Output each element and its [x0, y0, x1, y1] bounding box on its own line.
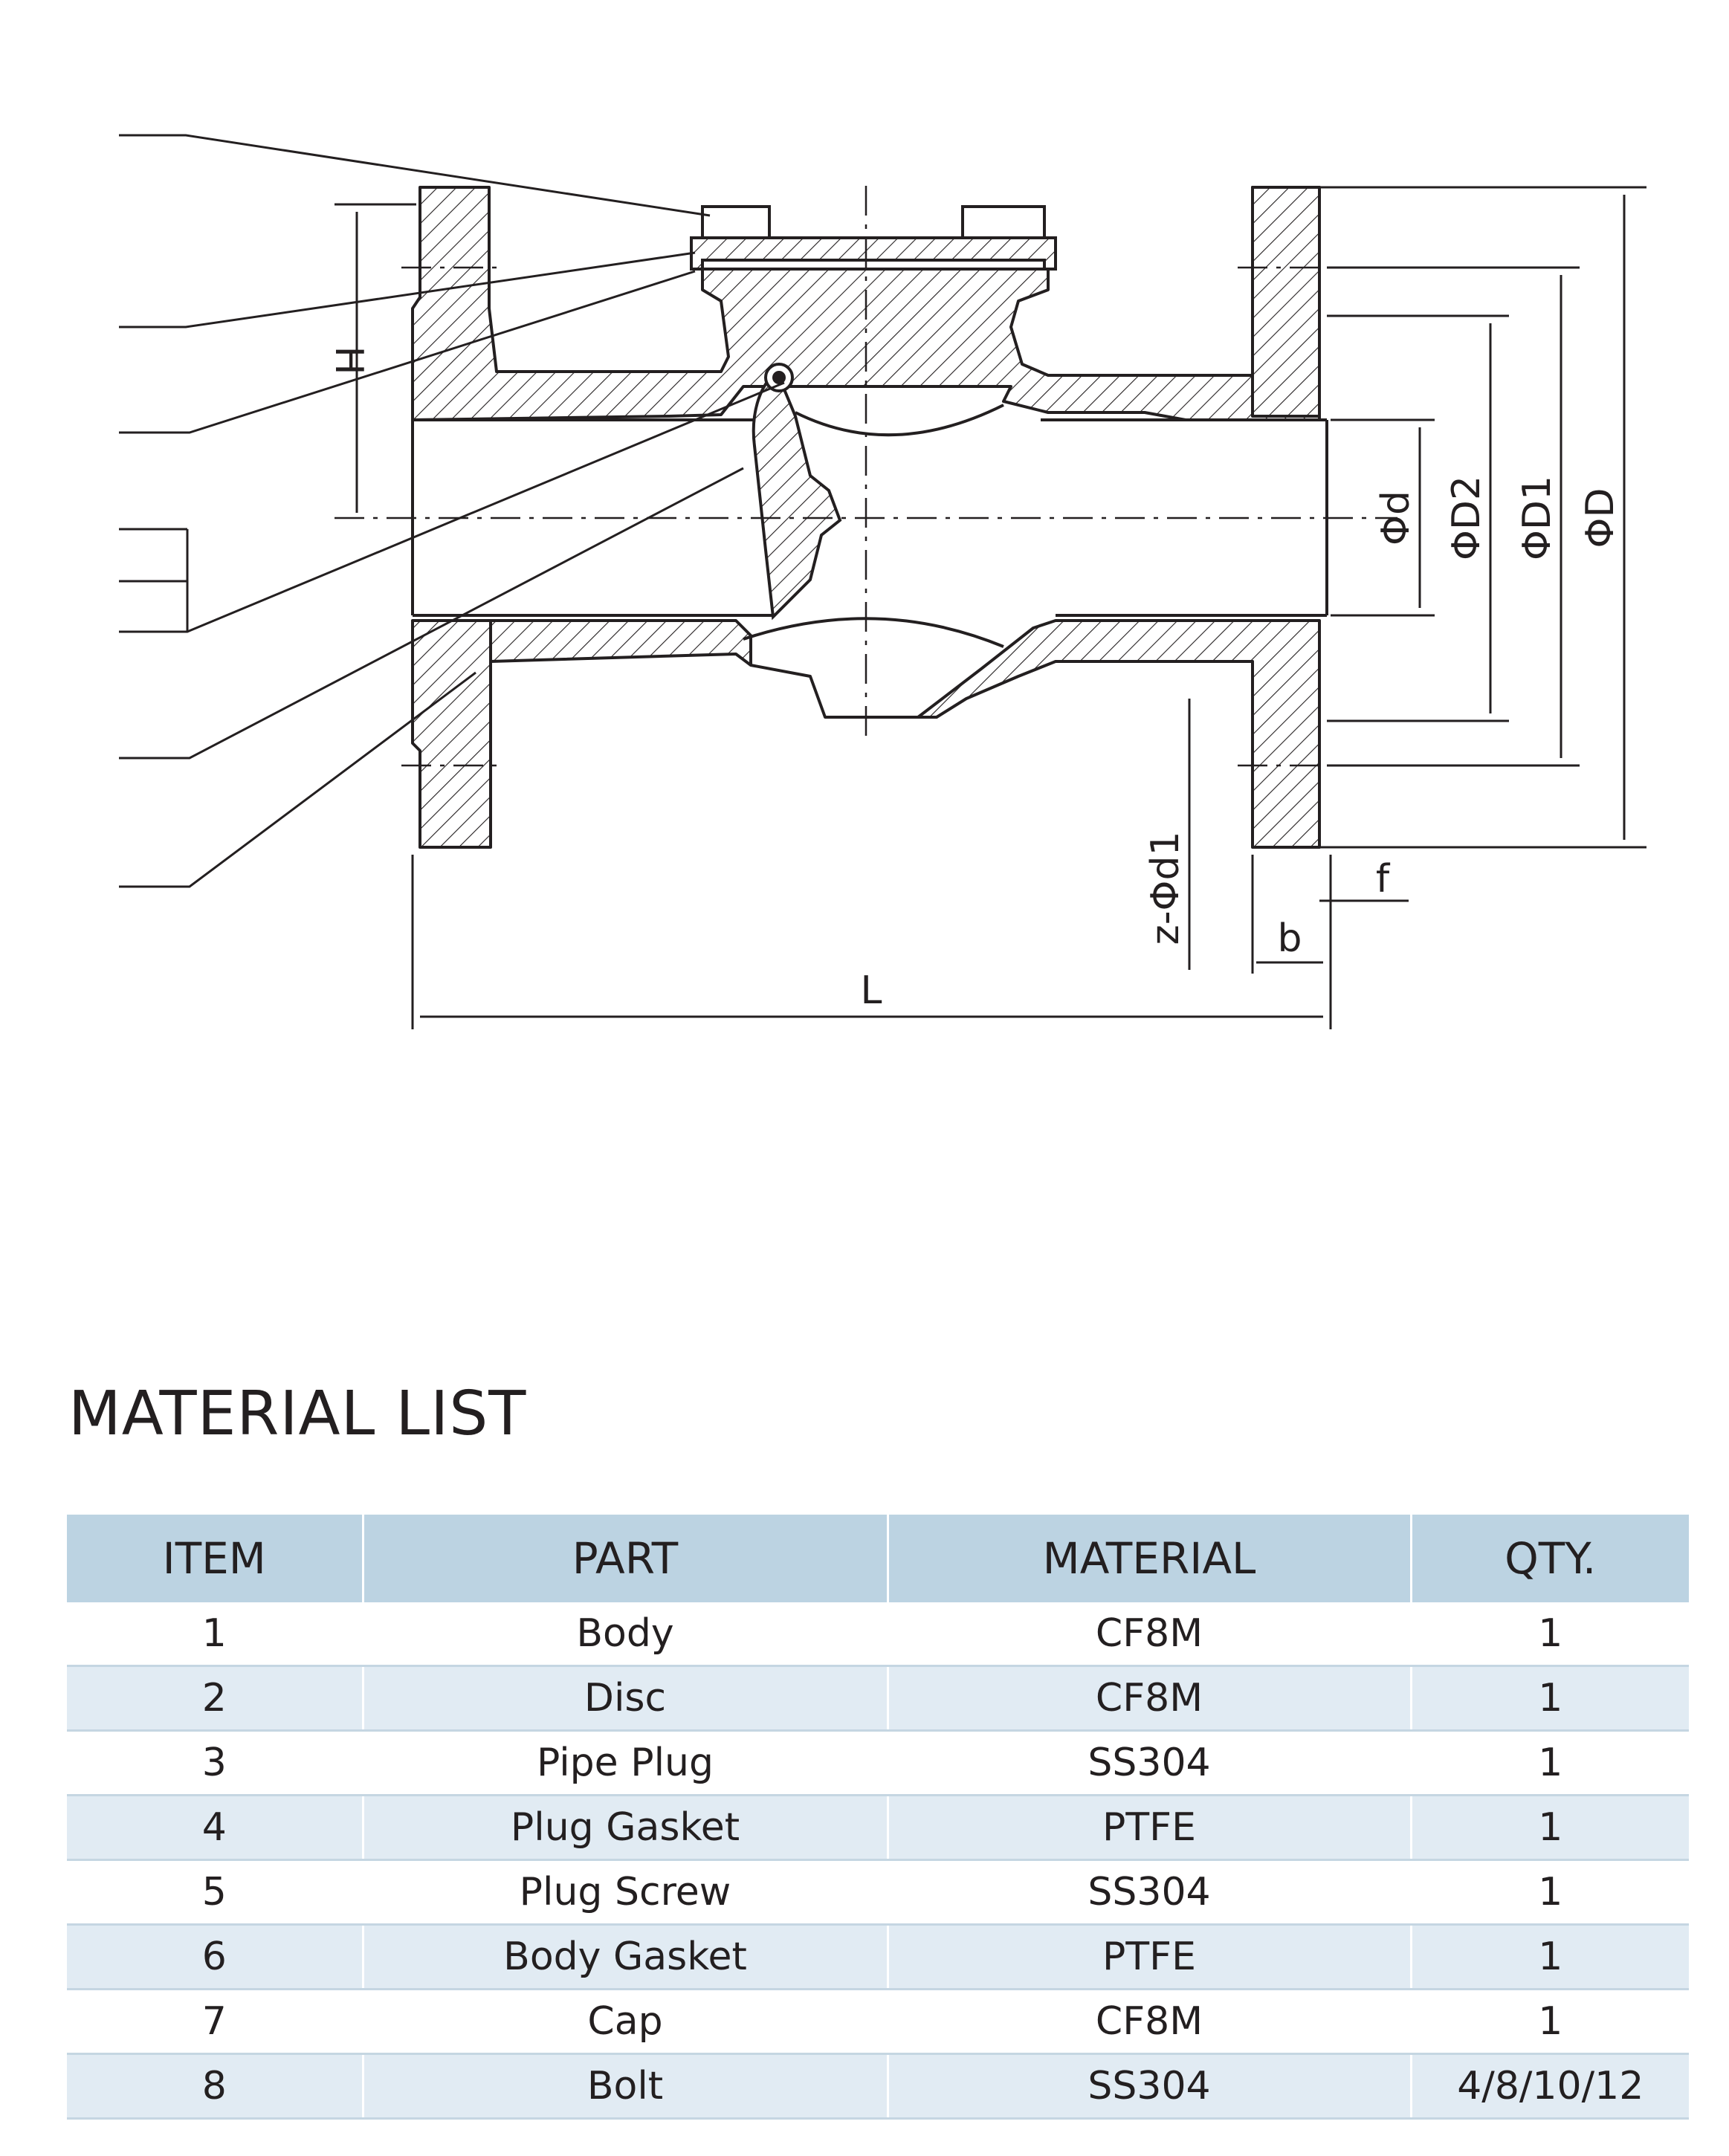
- dim-D: ΦD: [1578, 488, 1623, 548]
- cell-item: 4: [67, 1796, 363, 1860]
- left-flange-lower: [413, 621, 491, 847]
- cell-qty: 1: [1411, 1925, 1689, 1990]
- dim-d: Φd: [1374, 491, 1418, 546]
- cell-item: 2: [67, 1666, 363, 1731]
- cell-part: Pipe Plug: [363, 1731, 888, 1796]
- cell-item: 6: [67, 1925, 363, 1990]
- table-row: [67, 1796, 1689, 1860]
- lower-body: [491, 621, 1319, 847]
- table-header-row: [67, 1515, 1689, 1602]
- dim-D1: ΦD1: [1515, 475, 1560, 561]
- table-row: [67, 2054, 1689, 2119]
- cell-item: 8: [67, 2054, 363, 2119]
- cell-qty: 1: [1411, 1602, 1689, 1666]
- material-list-table: [67, 1515, 1689, 2120]
- cell-material: SS304: [888, 2054, 1411, 2119]
- cell-part: Bolt: [363, 2054, 888, 2119]
- cell-material: CF8M: [888, 1602, 1411, 1666]
- cell-material: CF8M: [888, 1666, 1411, 1731]
- bolt-left: [702, 207, 769, 238]
- cell-part: Plug Screw: [363, 1860, 888, 1925]
- bolt-right: [963, 207, 1044, 238]
- cell-part: Plug Gasket: [363, 1796, 888, 1860]
- cell-part: Cap: [363, 1990, 888, 2054]
- cell-qty: 1: [1411, 1731, 1689, 1796]
- cell-material: SS304: [888, 1860, 1411, 1925]
- dim-L: L: [860, 968, 882, 1013]
- cell-part: Body: [363, 1602, 888, 1666]
- header-part: PART: [363, 1515, 888, 1602]
- table-row: [67, 1990, 1689, 2054]
- body-gasket: [702, 260, 1044, 269]
- dim-b: b: [1277, 916, 1302, 961]
- cell-material: PTFE: [888, 1796, 1411, 1860]
- table-row: [67, 1860, 1689, 1925]
- dim-D2: ΦD2: [1444, 475, 1489, 561]
- cell-qty: 1: [1411, 1796, 1689, 1860]
- cell-material: PTFE: [888, 1925, 1411, 1990]
- header-qty: QTY.: [1411, 1515, 1689, 1602]
- dim-H: H: [326, 346, 371, 375]
- cell-material: SS304: [888, 1731, 1411, 1796]
- table-row: [67, 1666, 1689, 1731]
- cell-qty: 1: [1411, 1990, 1689, 2054]
- cell-item: 3: [67, 1731, 363, 1796]
- cell-item: 7: [67, 1990, 363, 2054]
- right-flange: [1253, 187, 1319, 416]
- cell-qty: 4/8/10/12: [1411, 2054, 1689, 2119]
- material-table-body: [67, 1602, 1689, 2119]
- table-row: [67, 1925, 1689, 1990]
- table-row: [67, 1602, 1689, 1666]
- header-item: ITEM: [67, 1515, 363, 1602]
- cell-qty: 1: [1411, 1666, 1689, 1731]
- cell-material: CF8M: [888, 1990, 1411, 2054]
- cell-part: Disc: [363, 1666, 888, 1731]
- cell-qty: 1: [1411, 1860, 1689, 1925]
- cell-part: Body Gasket: [363, 1925, 888, 1990]
- disc: [754, 372, 840, 617]
- cell-item: 1: [67, 1602, 363, 1666]
- table-row: [67, 1731, 1689, 1796]
- header-material: MATERIAL: [888, 1515, 1411, 1602]
- cell-item: 5: [67, 1860, 363, 1925]
- dim-holes: z-Φd1: [1143, 831, 1188, 945]
- material-list-title: MATERIAL LIST: [68, 1379, 527, 1449]
- dim-f: f: [1375, 857, 1390, 901]
